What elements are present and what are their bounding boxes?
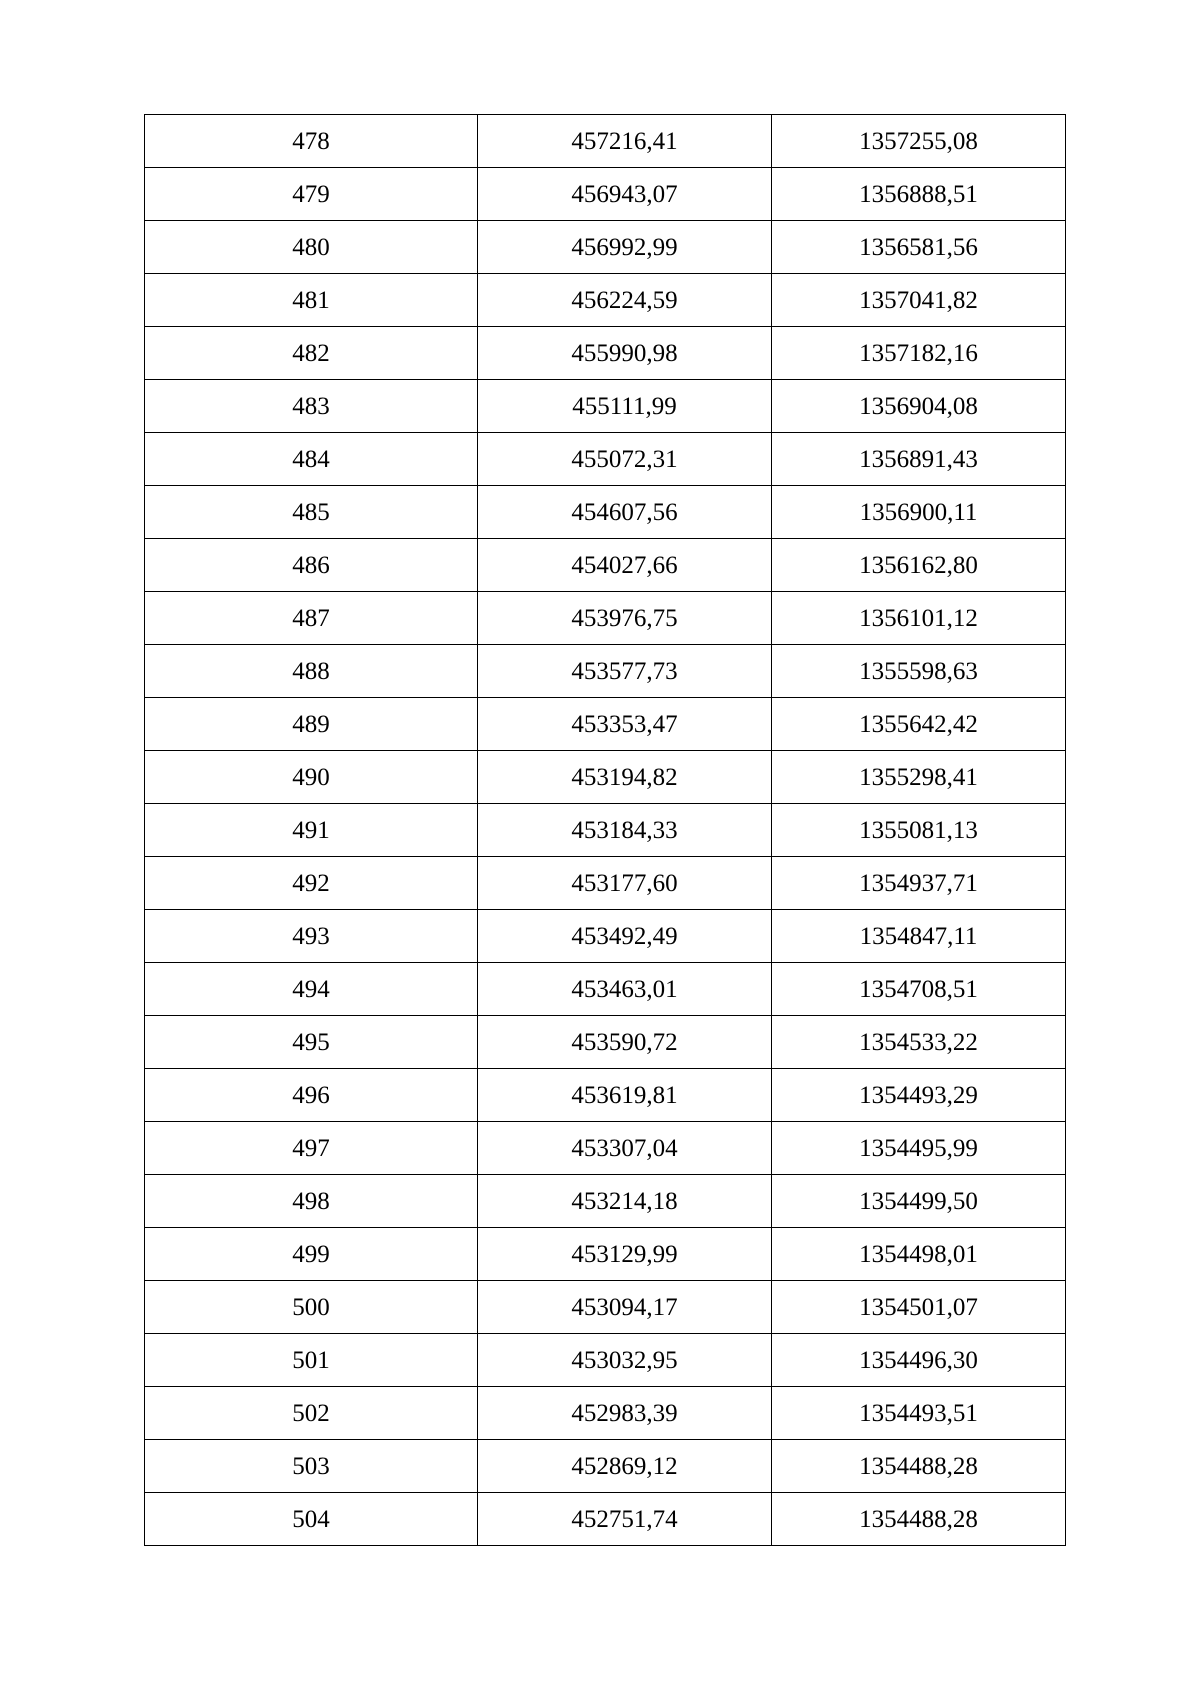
y-coordinate-cell: 1354488,28 (772, 1440, 1066, 1493)
point-number-cell: 501 (145, 1334, 478, 1387)
point-number-cell: 500 (145, 1281, 478, 1334)
y-coordinate-cell: 1356581,56 (772, 221, 1066, 274)
x-coordinate-cell: 453590,72 (478, 1016, 772, 1069)
x-coordinate-cell: 456224,59 (478, 274, 772, 327)
y-coordinate-cell: 1355642,42 (772, 698, 1066, 751)
x-coordinate-cell: 453094,17 (478, 1281, 772, 1334)
table-row (145, 1334, 1066, 1387)
table-row (145, 1228, 1066, 1281)
y-coordinate-cell: 1356888,51 (772, 168, 1066, 221)
x-coordinate-cell: 455111,99 (478, 380, 772, 433)
point-number-cell: 480 (145, 221, 478, 274)
y-coordinate-cell: 1357041,82 (772, 274, 1066, 327)
point-number-cell: 478 (145, 115, 478, 168)
point-number-cell: 498 (145, 1175, 478, 1228)
point-number-cell: 487 (145, 592, 478, 645)
y-coordinate-cell: 1356900,11 (772, 486, 1066, 539)
x-coordinate-cell: 452869,12 (478, 1440, 772, 1493)
y-coordinate-cell: 1355081,13 (772, 804, 1066, 857)
table-row (145, 168, 1066, 221)
y-coordinate-cell: 1354499,50 (772, 1175, 1066, 1228)
x-coordinate-cell: 453492,49 (478, 910, 772, 963)
y-coordinate-cell: 1354495,99 (772, 1122, 1066, 1175)
x-coordinate-cell: 455990,98 (478, 327, 772, 380)
x-coordinate-cell: 453463,01 (478, 963, 772, 1016)
point-number-cell: 493 (145, 910, 478, 963)
point-number-cell: 486 (145, 539, 478, 592)
x-coordinate-cell: 453353,47 (478, 698, 772, 751)
point-number-cell: 483 (145, 380, 478, 433)
y-coordinate-cell: 1354533,22 (772, 1016, 1066, 1069)
y-coordinate-cell: 1356101,12 (772, 592, 1066, 645)
point-number-cell: 479 (145, 168, 478, 221)
x-coordinate-cell: 456992,99 (478, 221, 772, 274)
point-number-cell: 485 (145, 486, 478, 539)
point-number-cell: 484 (145, 433, 478, 486)
point-number-cell: 491 (145, 804, 478, 857)
x-coordinate-cell: 453307,04 (478, 1122, 772, 1175)
x-coordinate-cell: 453129,99 (478, 1228, 772, 1281)
y-coordinate-cell: 1354498,01 (772, 1228, 1066, 1281)
table-row (145, 380, 1066, 433)
point-number-cell: 496 (145, 1069, 478, 1122)
point-number-cell: 482 (145, 327, 478, 380)
point-number-cell: 490 (145, 751, 478, 804)
x-coordinate-cell: 453184,33 (478, 804, 772, 857)
x-coordinate-cell: 456943,07 (478, 168, 772, 221)
point-number-cell: 504 (145, 1493, 478, 1546)
table-row (145, 1281, 1066, 1334)
point-number-cell: 497 (145, 1122, 478, 1175)
point-number-cell: 495 (145, 1016, 478, 1069)
table-row (145, 910, 1066, 963)
table-row (145, 433, 1066, 486)
point-number-cell: 488 (145, 645, 478, 698)
y-coordinate-cell: 1354937,71 (772, 857, 1066, 910)
x-coordinate-cell: 457216,41 (478, 115, 772, 168)
point-number-cell: 481 (145, 274, 478, 327)
point-number-cell: 503 (145, 1440, 478, 1493)
x-coordinate-cell: 452983,39 (478, 1387, 772, 1440)
table-row (145, 1016, 1066, 1069)
table-row (145, 804, 1066, 857)
point-number-cell: 489 (145, 698, 478, 751)
x-coordinate-cell: 453976,75 (478, 592, 772, 645)
y-coordinate-cell: 1356891,43 (772, 433, 1066, 486)
table-row (145, 751, 1066, 804)
table-row (145, 274, 1066, 327)
table-row (145, 221, 1066, 274)
table-row (145, 1493, 1066, 1546)
x-coordinate-cell: 453214,18 (478, 1175, 772, 1228)
y-coordinate-cell: 1354493,51 (772, 1387, 1066, 1440)
table-row (145, 857, 1066, 910)
x-coordinate-cell: 453177,60 (478, 857, 772, 910)
x-coordinate-cell: 452751,74 (478, 1493, 772, 1546)
y-coordinate-cell: 1354488,28 (772, 1493, 1066, 1546)
y-coordinate-cell: 1357255,08 (772, 115, 1066, 168)
table-row (145, 698, 1066, 751)
point-number-cell: 492 (145, 857, 478, 910)
x-coordinate-cell: 453577,73 (478, 645, 772, 698)
table-row (145, 1122, 1066, 1175)
x-coordinate-cell: 453194,82 (478, 751, 772, 804)
y-coordinate-cell: 1356162,80 (772, 539, 1066, 592)
y-coordinate-cell: 1355598,63 (772, 645, 1066, 698)
point-number-cell: 502 (145, 1387, 478, 1440)
x-coordinate-cell: 455072,31 (478, 433, 772, 486)
y-coordinate-cell: 1354493,29 (772, 1069, 1066, 1122)
y-coordinate-cell: 1354496,30 (772, 1334, 1066, 1387)
point-number-cell: 494 (145, 963, 478, 1016)
x-coordinate-cell: 454607,56 (478, 486, 772, 539)
point-number-cell: 499 (145, 1228, 478, 1281)
table-row (145, 486, 1066, 539)
table-row (145, 1387, 1066, 1440)
table-row (145, 645, 1066, 698)
y-coordinate-cell: 1355298,41 (772, 751, 1066, 804)
y-coordinate-cell: 1357182,16 (772, 327, 1066, 380)
y-coordinate-cell: 1354501,07 (772, 1281, 1066, 1334)
x-coordinate-cell: 453619,81 (478, 1069, 772, 1122)
table-row (145, 115, 1066, 168)
coordinates-table-body (145, 115, 1066, 1546)
x-coordinate-cell: 454027,66 (478, 539, 772, 592)
table-row (145, 592, 1066, 645)
table-row (145, 1440, 1066, 1493)
table-row (145, 539, 1066, 592)
table-row (145, 963, 1066, 1016)
y-coordinate-cell: 1354708,51 (772, 963, 1066, 1016)
x-coordinate-cell: 453032,95 (478, 1334, 772, 1387)
y-coordinate-cell: 1354847,11 (772, 910, 1066, 963)
coordinates-table (144, 114, 1066, 1546)
table-row (145, 1069, 1066, 1122)
table-row (145, 1175, 1066, 1228)
table-row (145, 327, 1066, 380)
y-coordinate-cell: 1356904,08 (772, 380, 1066, 433)
